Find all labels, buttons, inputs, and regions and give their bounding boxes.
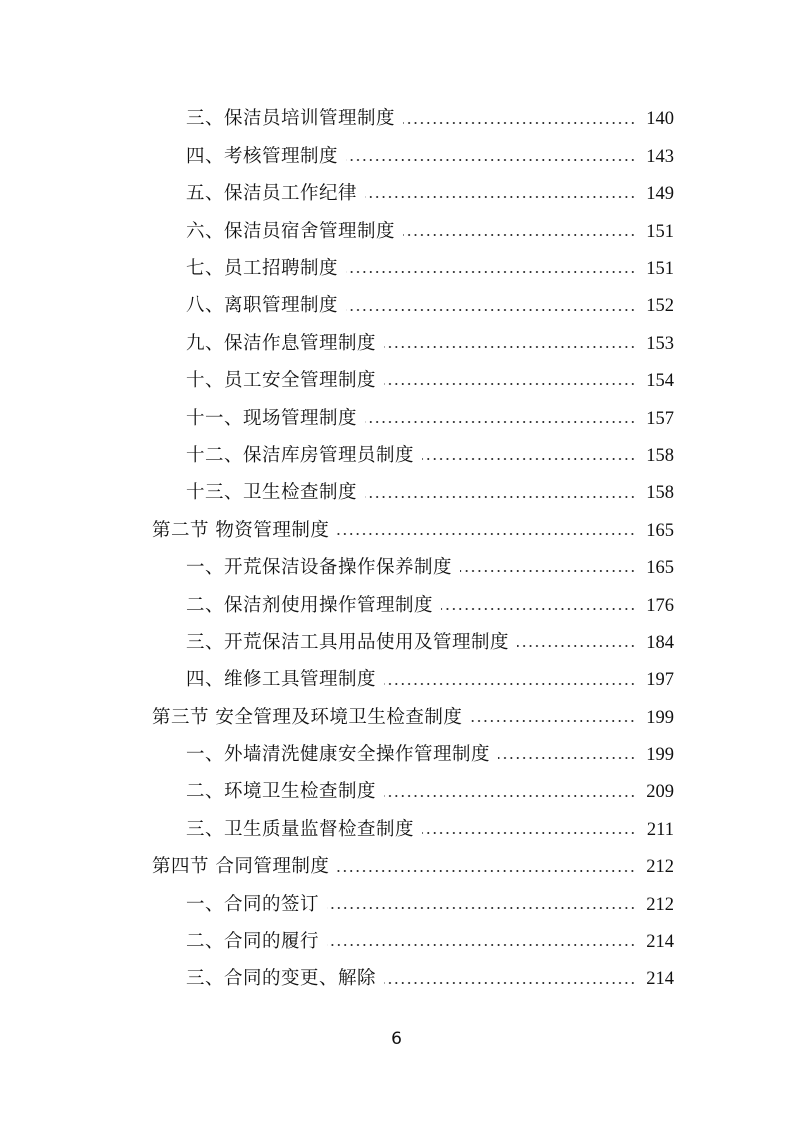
toc-dot-leader xyxy=(337,870,636,872)
toc-entry-label: 第二节 物资管理制度 xyxy=(152,519,330,541)
toc-dot-leader xyxy=(346,159,636,161)
toc-dot-leader xyxy=(470,720,636,722)
toc-entry-page: 151 xyxy=(646,259,674,279)
toc-entry-label: 十三、卫生检查制度 xyxy=(186,482,358,504)
toc-entry-page: 165 xyxy=(646,520,674,541)
toc-entry-page: 143 xyxy=(646,146,674,167)
toc-entry xyxy=(0,811,793,848)
toc-entry-page: 214 xyxy=(646,932,674,953)
toc-entry-label: 八、离职管理制度 xyxy=(186,295,339,317)
toc-dot-leader xyxy=(384,683,636,685)
toc-entry xyxy=(0,737,793,774)
toc-entry xyxy=(0,886,793,923)
toc-entry-label: 二、环境卫生检查制度 xyxy=(186,781,377,803)
toc-entry xyxy=(0,138,793,175)
toc-entry-label: 六、保洁员宿舍管理制度 xyxy=(186,220,396,242)
toc-entry-label: 一、开荒保洁设备操作保养制度 xyxy=(186,557,453,579)
toc-dot-leader xyxy=(403,234,636,236)
toc-entry-page: 212 xyxy=(646,857,674,878)
toc-entry-label: 七、员工招聘制度 xyxy=(186,258,339,279)
toc-entry xyxy=(0,587,793,624)
toc-dot-leader xyxy=(422,832,636,834)
toc-dot-leader xyxy=(517,645,636,647)
toc-dot-leader xyxy=(403,122,636,124)
toc-dot-leader xyxy=(365,196,636,198)
toc-entry-page: 152 xyxy=(646,296,674,317)
toc-dot-leader xyxy=(498,757,636,759)
toc-dot-leader xyxy=(384,346,636,348)
toc-entry xyxy=(0,438,793,475)
toc-entry xyxy=(0,288,793,325)
toc-entry xyxy=(0,251,793,288)
toc-entry-label: 第三节 安全管理及环境卫生检查制度 xyxy=(152,706,463,728)
toc-dot-leader xyxy=(327,944,636,946)
toc-entry-page: 212 xyxy=(646,894,674,915)
toc-dot-leader xyxy=(384,383,636,385)
toc-entry-page: 153 xyxy=(646,333,674,354)
toc-entry-label: 二、保洁剂使用操作管理制度 xyxy=(186,594,434,616)
toc-entry xyxy=(0,400,793,437)
toc-section-entry xyxy=(0,512,793,549)
toc-entry-page: 157 xyxy=(646,408,674,429)
toc-entry xyxy=(0,325,793,362)
toc-entry xyxy=(0,662,793,699)
toc-entry-page: 151 xyxy=(646,221,674,242)
toc-entry-page: 176 xyxy=(646,595,674,616)
toc-entry-page: 149 xyxy=(646,184,674,205)
toc-entry-label: 一、合同的签订 xyxy=(186,893,320,915)
table-of-contents xyxy=(0,101,793,998)
toc-entry-label: 四、维修工具管理制度 xyxy=(186,669,377,691)
toc-entry-label: 三、开荒保洁工具用品使用及管理制度 xyxy=(186,631,510,653)
toc-entry-page: 197 xyxy=(646,670,674,691)
toc-dot-leader xyxy=(460,570,636,572)
toc-entry-label: 三、卫生质量监督检查制度 xyxy=(186,818,415,840)
toc-entry-label: 二、合同的履行 xyxy=(186,931,320,953)
toc-entry xyxy=(0,624,793,661)
toc-entry-label: 一、外墙清洗健康安全操作管理制度 xyxy=(186,744,491,766)
toc-entry-page: 209 xyxy=(646,782,674,803)
toc-entry-label: 十一、现场管理制度 xyxy=(186,407,358,429)
toc-entry-page: 199 xyxy=(646,745,674,766)
toc-entry-page: 211 xyxy=(646,819,674,840)
toc-entry-page: 184 xyxy=(646,632,674,653)
toc-dot-leader xyxy=(327,907,636,909)
toc-entry-label: 四、考核管理制度 xyxy=(186,145,339,167)
toc-entry xyxy=(0,550,793,587)
toc-entry-label: 十二、保洁库房管理员制度 xyxy=(186,444,415,466)
toc-entry-page: 158 xyxy=(646,445,674,466)
toc-entry-label: 三、保洁员培训管理制度 xyxy=(186,108,396,130)
toc-dot-leader xyxy=(346,271,636,273)
toc-entry xyxy=(0,363,793,400)
toc-dot-leader xyxy=(346,309,636,311)
toc-dot-leader xyxy=(337,533,636,535)
toc-dot-leader xyxy=(365,421,636,423)
toc-entry xyxy=(0,475,793,512)
toc-entry-page: 158 xyxy=(646,483,674,504)
toc-entry xyxy=(0,101,793,138)
toc-entry-page: 199 xyxy=(646,707,674,728)
toc-entry xyxy=(0,961,793,998)
toc-section-entry xyxy=(0,699,793,736)
toc-entry-label: 五、保洁员工作纪律 xyxy=(186,183,358,205)
toc-dot-leader xyxy=(441,608,636,610)
toc-entry xyxy=(0,213,793,250)
toc-entry-page: 214 xyxy=(646,969,674,990)
toc-entry xyxy=(0,176,793,213)
toc-entry-page: 165 xyxy=(646,558,674,579)
page-number: 6 xyxy=(391,1029,402,1049)
toc-section-entry xyxy=(0,849,793,886)
toc-entry xyxy=(0,924,793,961)
toc-dot-leader xyxy=(384,982,636,984)
toc-entry-label: 九、保洁作息管理制度 xyxy=(186,332,377,354)
toc-entry-page: 154 xyxy=(646,371,674,392)
toc-entry-label: 十、员工安全管理制度 xyxy=(186,370,377,392)
toc-dot-leader xyxy=(365,496,636,498)
toc-entry-label: 第四节 合同管理制度 xyxy=(152,856,330,878)
toc-entry xyxy=(0,774,793,811)
toc-dot-leader xyxy=(384,795,636,797)
toc-dot-leader xyxy=(422,458,636,460)
toc-entry-page: 140 xyxy=(646,109,674,130)
toc-entry-label: 三、合同的变更、解除 xyxy=(186,968,377,990)
